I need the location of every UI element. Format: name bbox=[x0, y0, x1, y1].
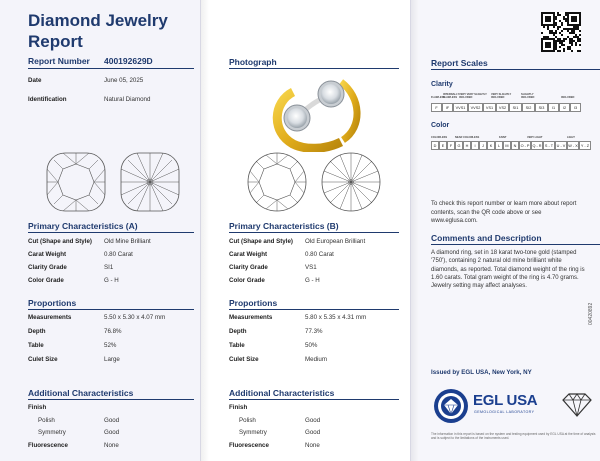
disclaimer: The information in this report is based on the system and testing equipment used by EGL USA at the time of analysis and is subject to the limitations of the instruments used. bbox=[431, 432, 596, 441]
middle-panel bbox=[200, 0, 410, 461]
primary-b-heading: Primary Characteristics (B) bbox=[229, 221, 339, 231]
color-grade-cell: E bbox=[439, 141, 447, 150]
egl-seal-icon bbox=[433, 388, 469, 424]
side-serial: 00420892 bbox=[588, 302, 594, 325]
fluorescence-label-b: Fluorescence bbox=[229, 442, 269, 449]
clarity-header-vs: VERY SLIGHTLY INCLUDED bbox=[491, 93, 512, 99]
primary-a-heading: Primary Characteristics (A) bbox=[28, 221, 138, 231]
pavilion-diagram-a bbox=[118, 150, 182, 214]
fluorescence-value-a: None bbox=[104, 442, 119, 449]
color-grade-cell: J bbox=[479, 141, 487, 150]
verify-line-2: contents, scan the QR code above or see bbox=[431, 209, 542, 216]
depth-label-b: Depth bbox=[229, 328, 247, 335]
fluorescence-label-a: Fluorescence bbox=[28, 442, 68, 449]
carat-label-a: Carat Weight bbox=[28, 251, 67, 258]
cut-label-a: Cut (Shape and Style) bbox=[28, 238, 92, 245]
divider bbox=[229, 232, 399, 233]
egl-brand: EGL USA bbox=[473, 392, 538, 409]
clarity-value-a: SI1 bbox=[104, 264, 114, 271]
photograph-label: Photograph bbox=[229, 57, 277, 67]
ring-photograph bbox=[263, 72, 367, 152]
comment-line: A diamond ring, set in 18 karat two-tone gold (stamped bbox=[431, 250, 577, 256]
depth-label-a: Depth bbox=[28, 328, 46, 335]
culet-label-a: Culet Size bbox=[28, 356, 58, 363]
egl-tagline: GEMOLOGICAL LABORATORY bbox=[474, 410, 535, 414]
cut-label-b: Cut (Shape and Style) bbox=[229, 238, 293, 245]
clarity-scale bbox=[431, 103, 581, 112]
divider bbox=[229, 68, 399, 69]
color-scale-label: Color bbox=[431, 122, 450, 129]
finish-label-a: Finish bbox=[28, 404, 47, 411]
color-grade-cell: O - P bbox=[519, 141, 531, 150]
date-value: June 05, 2025 bbox=[104, 77, 144, 84]
comment-line: Jewelry setting may affect analyses. bbox=[431, 283, 527, 290]
color-grade-cell: W - X bbox=[567, 141, 579, 150]
color-value-a: G - H bbox=[104, 277, 119, 284]
identification-label: Identification bbox=[28, 96, 67, 103]
color-grade-cell: U - V bbox=[555, 141, 567, 150]
color-label-b: Color Grade bbox=[229, 277, 265, 284]
clarity-header-if: INTERNALLY FLAWLESS bbox=[443, 93, 460, 99]
clarity-grade-cell: SI2 bbox=[522, 103, 535, 112]
cut-value-a: Old Mine Brilliant bbox=[104, 238, 151, 245]
color-header-near: NEAR COLORLESS bbox=[455, 136, 480, 139]
date-label: Date bbox=[28, 77, 42, 84]
divider bbox=[28, 399, 194, 400]
symmetry-value-b: Good bbox=[305, 429, 321, 436]
depth-value-a: 76.8% bbox=[104, 328, 122, 335]
clarity-label-b: Clarity Grade bbox=[229, 264, 268, 271]
proportions-b-heading: Proportions bbox=[229, 298, 278, 308]
report-scales-heading: Report Scales bbox=[431, 58, 488, 68]
table-label-b: Table bbox=[229, 342, 245, 349]
fold-shadow bbox=[201, 0, 209, 461]
divider bbox=[229, 399, 399, 400]
measurements-label-b: Measurements bbox=[229, 314, 273, 321]
color-label-a: Color Grade bbox=[28, 277, 64, 284]
color-header-verylight: VERY LIGHT bbox=[527, 136, 543, 139]
qr-code-icon[interactable] bbox=[541, 12, 581, 52]
carat-value-b: 0.80 Carat bbox=[305, 251, 334, 258]
clarity-header-fl: FLAWLESS bbox=[431, 96, 446, 99]
clarity-scale-label: Clarity bbox=[431, 81, 453, 88]
verify-link[interactable]: www.eglusa.com. bbox=[431, 218, 478, 224]
clarity-grade-cell: I2 bbox=[559, 103, 570, 112]
clarity-grade-cell: I1 bbox=[548, 103, 559, 112]
color-grade-cell: G bbox=[455, 141, 463, 150]
measurements-value-a: 5.50 x 5.30 x 4.07 mm bbox=[104, 314, 166, 321]
color-grade-cell: L bbox=[495, 141, 503, 150]
color-header-light: LIGHT bbox=[567, 136, 575, 139]
culet-value-a: Large bbox=[104, 356, 120, 363]
identification-value: Natural Diamond bbox=[104, 96, 151, 103]
culet-value-b: Medium bbox=[305, 356, 328, 363]
polish-value-b: Good bbox=[305, 417, 321, 424]
clarity-grade-cell: F bbox=[431, 103, 442, 112]
color-grade-cell: I bbox=[471, 141, 479, 150]
pavilion-diagram-b bbox=[319, 150, 383, 214]
report-number-value: 400192629D bbox=[104, 56, 153, 66]
color-grade-cell: M bbox=[503, 141, 511, 150]
color-header-faint: FAINT bbox=[499, 136, 507, 139]
color-grade-cell: F bbox=[447, 141, 455, 150]
divider bbox=[431, 244, 600, 245]
clarity-grade-cell: VVS2 bbox=[468, 103, 483, 112]
culet-label-b: Culet Size bbox=[229, 356, 259, 363]
diamond-logo-icon bbox=[561, 392, 593, 418]
divider bbox=[28, 232, 194, 233]
color-grade-cell: H bbox=[463, 141, 471, 150]
symmetry-label-b: Symmetry bbox=[239, 429, 267, 436]
clarity-grade-cell: I3 bbox=[570, 103, 581, 112]
carat-value-a: 0.80 Carat bbox=[104, 251, 133, 258]
report-number-label: Report Number bbox=[28, 56, 90, 66]
clarity-grade-cell: VS2 bbox=[496, 103, 509, 112]
measurements-value-b: 5.80 x 5.35 x 4.31 mm bbox=[305, 314, 367, 321]
clarity-grade-cell: SI1 bbox=[509, 103, 522, 112]
crown-diagram-b bbox=[245, 150, 309, 214]
additional-a-heading: Additional Characteristics bbox=[28, 388, 134, 398]
table-value-a: 52% bbox=[104, 342, 117, 349]
symmetry-label-a: Symmetry bbox=[38, 429, 66, 436]
measurements-label-a: Measurements bbox=[28, 314, 72, 321]
clarity-label-a: Clarity Grade bbox=[28, 264, 67, 271]
polish-value-a: Good bbox=[104, 417, 120, 424]
clarity-value-b: VS1 bbox=[305, 264, 317, 271]
color-grade-cell: D bbox=[431, 141, 439, 150]
color-grade-cell: Q - R bbox=[531, 141, 543, 150]
comment-line: '750'), containing 2 natural old mine brilliant white bbox=[431, 258, 562, 265]
carat-label-b: Carat Weight bbox=[229, 251, 268, 258]
verify-line-1: To check this report number or learn more about report bbox=[431, 201, 577, 207]
comments-heading: Comments and Description bbox=[431, 233, 542, 243]
clarity-grade-cell: VVS1 bbox=[453, 103, 468, 112]
report-title bbox=[28, 10, 168, 52]
left-panel bbox=[0, 0, 200, 461]
title-line-2: Report bbox=[28, 32, 83, 51]
color-value-b: G - H bbox=[305, 277, 320, 284]
divider bbox=[229, 309, 399, 310]
title-line-1: Diamond Jewelry bbox=[28, 11, 168, 30]
clarity-header-vvs: VERY VERY SLIGHTLY INCLUDED bbox=[459, 93, 487, 99]
comment-line: diamonds, as reported. Total diamond weight of the ring is bbox=[431, 266, 585, 273]
fold-shadow bbox=[411, 0, 419, 461]
crown-diagram-a bbox=[44, 150, 108, 214]
divider bbox=[28, 309, 194, 310]
color-scale bbox=[431, 141, 591, 150]
color-grade-cell: S - T bbox=[543, 141, 555, 150]
verify-text bbox=[431, 200, 600, 226]
proportions-a-heading: Proportions bbox=[28, 298, 77, 308]
color-grade-cell: N bbox=[511, 141, 519, 150]
polish-label-a: Polish bbox=[38, 417, 55, 424]
finish-label-b: Finish bbox=[229, 404, 248, 411]
additional-b-heading: Additional Characteristics bbox=[229, 388, 335, 398]
issued-by: Issued by EGL USA, New York, NY bbox=[431, 369, 532, 376]
clarity-grade-cell: IF bbox=[442, 103, 453, 112]
clarity-grade-cell: VS1 bbox=[483, 103, 496, 112]
color-grade-cell: K bbox=[487, 141, 495, 150]
comment-line: 1.60 carats. Total gram weight of the ring is 4.70 grams. bbox=[431, 274, 579, 281]
right-panel bbox=[410, 0, 600, 461]
clarity-grade-cell: SI3 bbox=[535, 103, 548, 112]
clarity-header-i: INCLUDED bbox=[561, 96, 575, 99]
comments-text bbox=[431, 249, 600, 290]
depth-value-b: 77.3% bbox=[305, 328, 323, 335]
clarity-header-si: SLIGHTLY INCLUDED bbox=[521, 93, 535, 99]
symmetry-value-a: Good bbox=[104, 429, 120, 436]
divider bbox=[431, 69, 600, 70]
cut-value-b: Old European Brilliant bbox=[305, 238, 366, 245]
table-value-b: 50% bbox=[305, 342, 318, 349]
fluorescence-value-b: None bbox=[305, 442, 320, 449]
table-label-a: Table bbox=[28, 342, 44, 349]
color-grade-cell: Y - Z bbox=[579, 141, 591, 150]
divider bbox=[28, 68, 194, 69]
polish-label-b: Polish bbox=[239, 417, 256, 424]
color-header-colorless: COLORLESS bbox=[431, 136, 448, 139]
